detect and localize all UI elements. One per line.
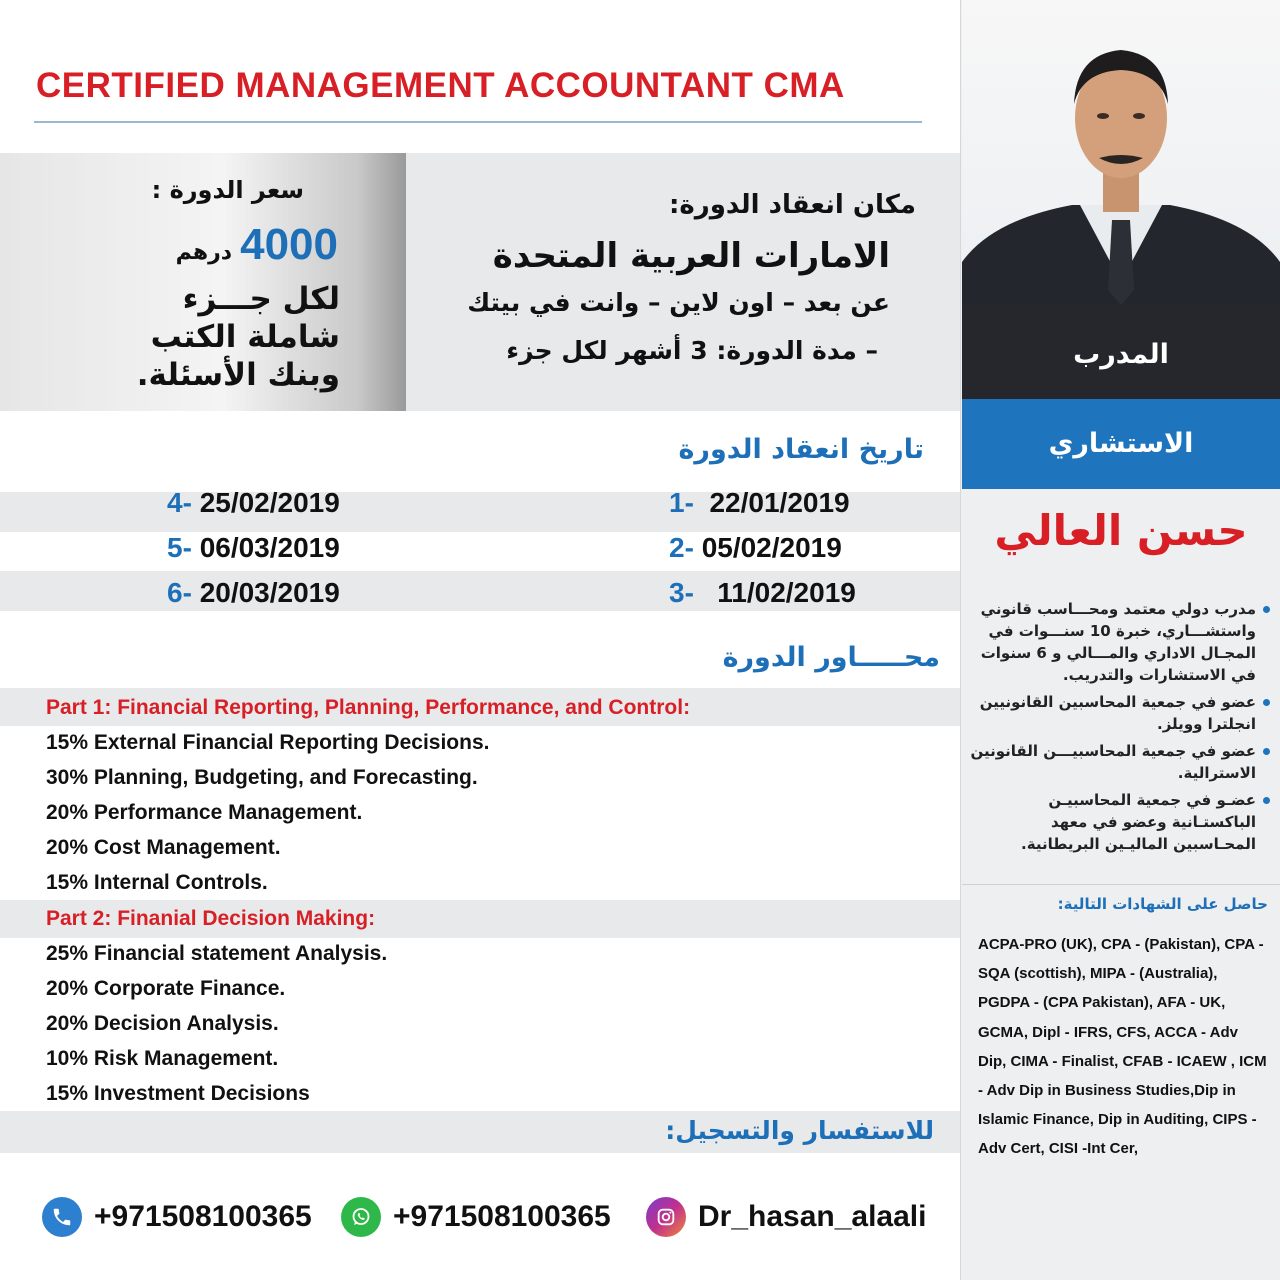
topic-item: 20% Performance Management.: [46, 801, 363, 824]
date-item-3: [669, 577, 856, 609]
certificates-heading: حاصل على الشهادات التالية:: [1057, 895, 1268, 913]
bio-bullet: عضو في جمعية المحاسبين القانونيين انجلترا وويلز.: [970, 691, 1270, 735]
date-number: 3-: [669, 577, 694, 608]
topic-item: 20% Corporate Finance.: [46, 977, 286, 1000]
whatsapp-icon: [341, 1197, 381, 1237]
dates-heading: تاريخ انعقاد الدورة: [678, 434, 924, 465]
price-desc-line: وبنك الأسئلة.: [136, 357, 340, 393]
date-value: 06/03/2019: [199, 532, 340, 563]
venue-country: الامارات العربية المتحدة: [492, 236, 890, 276]
date-number: 1-: [669, 487, 694, 518]
topic-item: 20% Decision Analysis.: [46, 1012, 279, 1035]
contact-heading: للاستفسار والتسجيل:: [665, 1116, 934, 1145]
price-currency: درهم: [175, 240, 233, 265]
venue-label: مكان انعقاد الدورة:: [668, 190, 916, 220]
price-value: 4000: [240, 220, 338, 269]
instagram-handle[interactable]: Dr_hasan_alaali: [698, 1200, 927, 1233]
instagram-icon: [646, 1197, 686, 1237]
date-number: 2-: [669, 532, 694, 563]
date-value: 05/02/2019: [701, 532, 842, 563]
phone-icon: [42, 1197, 82, 1237]
topic-item: 10% Risk Management.: [46, 1047, 279, 1070]
venue-mode: عن بعد – اون لاين – وانت في بيتك: [467, 288, 890, 317]
topic-item: 25% Financial statement Analysis.: [46, 942, 388, 965]
date-item-6: [167, 577, 340, 609]
date-value: 20/03/2019: [199, 577, 340, 608]
price-description: [137, 280, 340, 394]
whatsapp-contact[interactable]: [341, 1196, 611, 1238]
date-number: 6-: [167, 577, 192, 608]
bio-bullet: مدرب دولي معتمد ومحـــاسب قانوني واستشـــاري، خبرة 10 سنـــوات في المجـال الاداري والمـــالي و 6 سنوات في الاستشارات والتدريب.: [970, 598, 1270, 686]
page-title: CERTIFIED MANAGEMENT ACCOUNTANT CMA: [36, 66, 845, 105]
title-divider: [34, 121, 922, 123]
trainer-photo: [962, 0, 1280, 305]
instagram-contact[interactable]: [646, 1196, 926, 1238]
topic-item: 20% Cost Management.: [46, 836, 281, 859]
trainer-role: المدرب: [1073, 339, 1169, 370]
course-duration: – مدة الدورة: 3 أشهر لكل جزء: [506, 336, 878, 365]
phone-contact[interactable]: [42, 1196, 312, 1238]
date-item-1: [669, 487, 850, 519]
price-amount: [176, 220, 338, 270]
date-number: 4-: [167, 487, 192, 518]
topic-item: 15% Internal Controls.: [46, 871, 268, 894]
whatsapp-number[interactable]: +971508100365: [393, 1200, 611, 1233]
date-value: 22/01/2019: [709, 487, 850, 518]
consultant-role: الاستشاري: [1048, 428, 1194, 459]
phone-number[interactable]: +971508100365: [94, 1200, 312, 1233]
topics-heading: محـــــاور الدورة: [722, 642, 940, 673]
bio-bullet: عضـو في جمعية المحاسبيـن الباكستـانية وعضو في معهد المحـاسبين الماليـين البريطانية.: [970, 789, 1270, 855]
part-1-title: Part 1: Financial Reporting, Planning, Performance, and Control:: [46, 696, 691, 719]
sidebar-divider: [962, 884, 1280, 885]
bio-bullet: عضو في جمعية المحاسبيـــن القانونين الاسترالية.: [970, 740, 1270, 784]
topic-item: 15% External Financial Reporting Decisions.: [46, 731, 490, 754]
certificates-list: ACPA-PRO (UK), CPA - (Pakistan), CPA - SQA (scottish), MIPA - (Australia), PGDPA - (CPA Pakistan), AFA - UK, GCMA, Dipl - IFRS, CFS, ACCA - Adv Dip, CIMA - Finalist, CFAB - ICAEW , ICM - Adv Dip in Business Studies,Dip in Islamic Finance, Dip in Auditing, CIPS - Adv Cert, CISI -Int Cer,: [978, 936, 1267, 1158]
date-value: 11/02/2019: [717, 577, 856, 608]
topic-item: 15% Investment Decisions: [46, 1082, 310, 1105]
price-desc-line: لكل جـــزء: [182, 281, 340, 317]
trainer-bio: [970, 598, 1270, 860]
date-value: 25/02/2019: [199, 487, 340, 518]
trainer-name: حسن العالي: [994, 506, 1248, 555]
date-item-4: [167, 487, 340, 519]
price-label: سعر الدورة :: [151, 176, 304, 204]
part-2-title: Part 2: Finanial Decision Making:: [46, 907, 376, 930]
topic-item: 30% Planning, Budgeting, and Forecasting.: [46, 766, 478, 789]
price-desc-line: شاملة الكتب: [150, 319, 340, 355]
date-item-5: [167, 532, 340, 564]
date-item-2: [669, 532, 842, 564]
date-number: 5-: [167, 532, 192, 563]
